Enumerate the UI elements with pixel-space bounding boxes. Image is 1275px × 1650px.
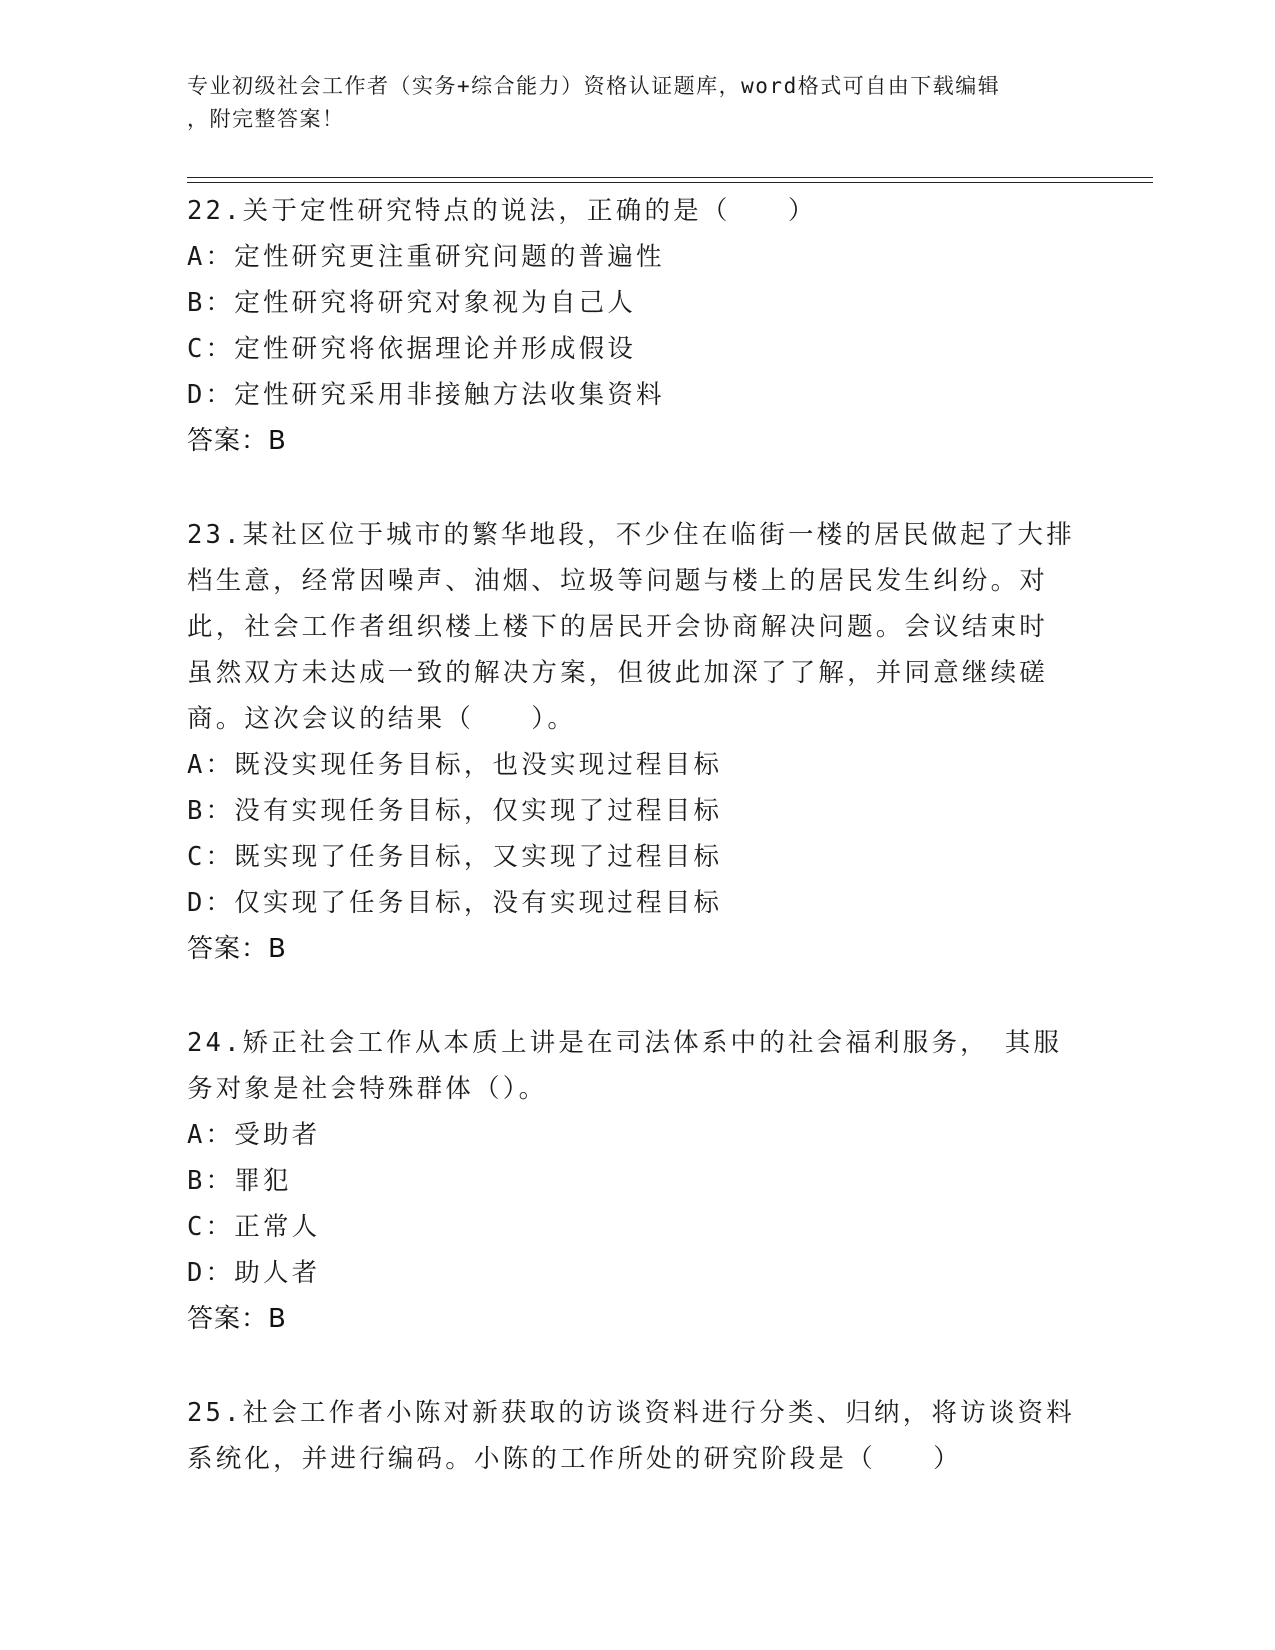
question-stem: 此，社会工作者组织楼上楼下的居民开会协商解决问题。会议结束时 [187, 612, 1049, 642]
option-d: D：助人者 [187, 1258, 321, 1288]
header-divider-line [187, 177, 1153, 178]
question-list [187, 188, 1087, 1530]
question-stem: 虽然双方未达成一致的解决方案，但彼此加深了了解，并同意继续磋 [187, 658, 1049, 688]
question-stem: 25.社会工作者小陈对新获取的访谈资料进行分类、归纳，将访谈资料 [187, 1398, 1075, 1428]
header-line: 专业初级社会工作者（实务+综合能力）资格认证题库，word格式可自由下载编辑 [187, 74, 1001, 98]
question-stem: 系统化，并进行编码。小陈的工作所处的研究阶段是（ ） [187, 1444, 962, 1474]
document-header [187, 70, 1087, 136]
option-c: C：定性研究将依据理论并形成假设 [187, 334, 637, 364]
question-25 [187, 1390, 1087, 1482]
question-22 [187, 188, 1087, 464]
question-stem: 23.某社区位于城市的繁华地段，不少住在临街一楼的居民做起了大排 [187, 520, 1075, 550]
header-divider-line [187, 182, 1153, 183]
question-stem: 24.矫正社会工作从本质上讲是在司法体系中的社会福利服务， 其服 [187, 1028, 1063, 1058]
question-stem: 务对象是社会特殊群体（）。 [187, 1074, 548, 1104]
option-d: D：仅实现了任务目标，没有实现过程目标 [187, 888, 723, 918]
answer-label: 答案：B [187, 934, 287, 964]
question-stem: 商。这次会议的结果（ ）。 [187, 704, 577, 734]
answer-label: 答案：B [187, 1304, 287, 1334]
option-b: B：定性研究将研究对象视为自己人 [187, 288, 637, 318]
answer-label: 答案：B [187, 426, 287, 456]
question-23 [187, 512, 1087, 972]
option-b: B：没有实现任务目标，仅实现了过程目标 [187, 796, 723, 826]
question-24 [187, 1020, 1087, 1342]
option-c: C：既实现了任务目标，又实现了过程目标 [187, 842, 723, 872]
question-stem: 档生意，经常因噪声、油烟、垃圾等问题与楼上的居民发生纠纷。对 [187, 566, 1049, 596]
option-b: B：罪犯 [187, 1166, 292, 1196]
option-a: A：受助者 [187, 1120, 321, 1150]
option-d: D：定性研究采用非接触方法收集资料 [187, 380, 665, 410]
option-c: C：正常人 [187, 1212, 321, 1242]
option-a: A：既没实现任务目标，也没实现过程目标 [187, 750, 723, 780]
option-a: A：定性研究更注重研究问题的普遍性 [187, 242, 665, 272]
header-line: ，附完整答案！ [187, 107, 345, 131]
question-stem: 22.关于定性研究特点的说法，正确的是（ ） [187, 196, 817, 226]
